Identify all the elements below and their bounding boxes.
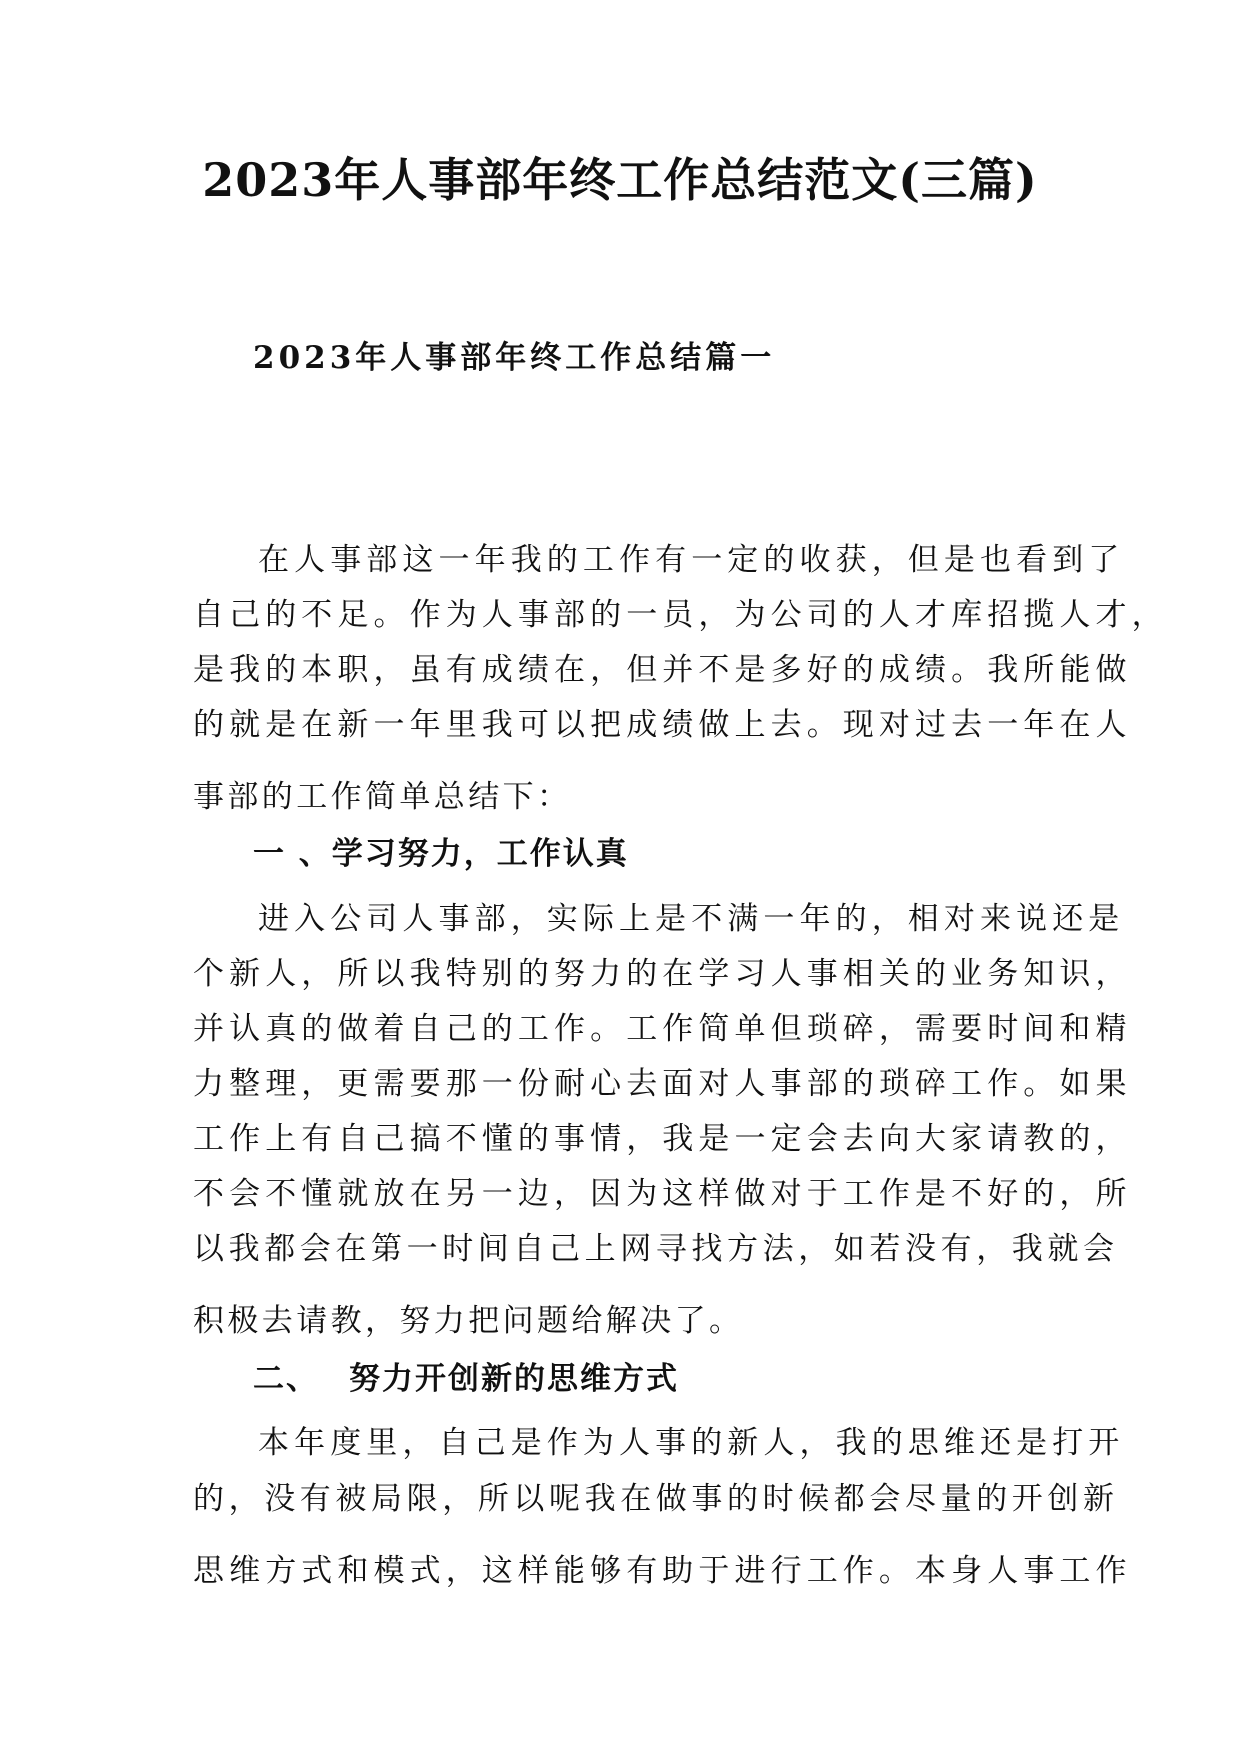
paragraph-line: 事部的工作简单总结下： [193,779,572,815]
paragraph-line: 积极去请教，努力把问题给解决了。 [193,1303,744,1339]
paragraph-line: 在人事部这一年我的工作有一定的收获，但是也看到了 [258,542,1125,578]
heading-text: 努力开创新的思维方式 [349,1361,679,1397]
paragraph-line: 不会不懂就放在另一边，因为这样做对于工作是不好的，所 [193,1176,1132,1212]
paragraph-line: 的，没有被局限，所以呢我在做事的时候都会尽量的开创新 [193,1481,1119,1517]
paragraph-line: 自己的不足。作为人事部的一员，为公司的人才库招揽人才， [193,597,1168,633]
paragraph-line: 工作上有自己搞不懂的事情，我是一定会去向大家请教的， [193,1121,1132,1157]
heading-number: 一 、 [253,836,332,872]
paragraph-line: 个新人，所以我特别的努力的在学习人事相关的业务知识， [193,956,1132,992]
document-title: 2023年人事部年终工作总结范文(三篇) [202,153,1038,207]
paragraph-line: 以我都会在第一时间自己上网寻找方法，如若没有，我就会 [193,1231,1119,1267]
paragraph-line: 本年度里，自己是作为人事的新人，我的思维还是打开 [258,1425,1125,1461]
heading-text: 学习努力，工作认真 [331,836,629,872]
section-title: 2023年人事部年终工作总结篇一 [253,340,776,376]
paragraph-line: 的就是在新一年里我可以把成绩做上去。现对过去一年在人 [193,707,1132,743]
heading-one [253,832,629,876]
heading-two [253,1357,679,1401]
paragraph-line: 并认真的做着自己的工作。工作简单但琐碎，需要时间和精 [193,1011,1132,1047]
paragraph-line: 进入公司人事部，实际上是不满一年的，相对来说还是 [258,901,1125,937]
paragraph-line: 思维方式和模式，这样能够有助于进行工作。本身人事工作 [193,1553,1132,1589]
paragraph-line: 是我的本职，虽有成绩在，但并不是多好的成绩。我所能做 [193,652,1132,688]
heading-number: 二、 [253,1361,319,1397]
paragraph-line: 力整理，更需要那一份耐心去面对人事部的琐碎工作。如果 [193,1066,1132,1102]
